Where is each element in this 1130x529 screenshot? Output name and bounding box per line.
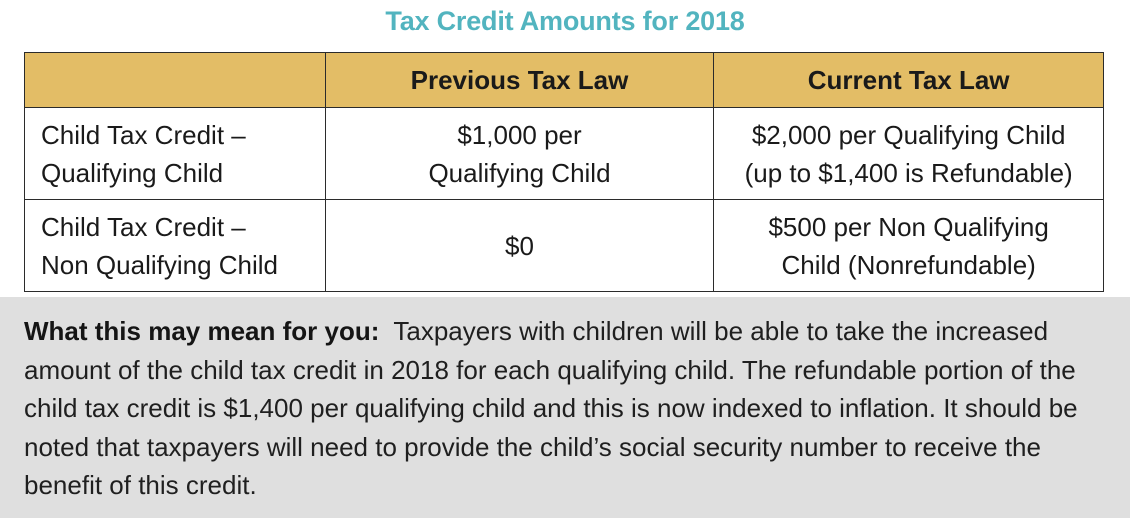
note-lead: What this may mean for you: (24, 316, 380, 346)
current-law-line: Child (Nonrefundable) (781, 249, 1036, 280)
row-label-line: Child Tax Credit – (41, 211, 246, 242)
header-cell-empty (25, 53, 326, 108)
row-label-line: Non Qualifying Child (41, 249, 279, 280)
tax-credit-table (24, 52, 1104, 292)
page-title: Tax Credit Amounts for 2018 (385, 6, 745, 36)
header-cell-current-tax-law: Current Tax Law (714, 53, 1104, 108)
previous-law-line: $0 (505, 230, 534, 261)
previous-law-cell (325, 108, 714, 200)
current-law-line: $500 per Non Qualifying (768, 211, 1049, 242)
note-body: Taxpayers with children will be able to take the increased amount of the child tax credit in 2018 for each qualifying child. The refundable portion of the child tax credit is $1,400 per qualifying child and this is now indexed to inflation. It should be noted that taxpayers will need to provide the child’s social security number to receive the benefit of this credit. (24, 316, 1078, 500)
current-law-cell (714, 200, 1104, 292)
previous-law-line: Qualifying Child (428, 157, 611, 188)
previous-law-cell (325, 200, 714, 292)
table-row (25, 200, 1104, 292)
current-law-cell (714, 108, 1104, 200)
table-header-row (25, 53, 1104, 108)
table-row (25, 108, 1104, 200)
row-label-line: Child Tax Credit – (41, 119, 246, 150)
row-label-cell (25, 200, 326, 292)
row-label-line: Qualifying Child (41, 157, 224, 188)
previous-law-line: $1,000 per (457, 119, 582, 150)
row-label-cell (25, 108, 326, 200)
note-box (0, 297, 1130, 518)
current-law-line: $2,000 per Qualifying Child (751, 119, 1066, 150)
current-law-line: (up to $1,400 is Refundable) (744, 157, 1073, 188)
header-cell-previous-tax-law: Previous Tax Law (325, 53, 714, 108)
